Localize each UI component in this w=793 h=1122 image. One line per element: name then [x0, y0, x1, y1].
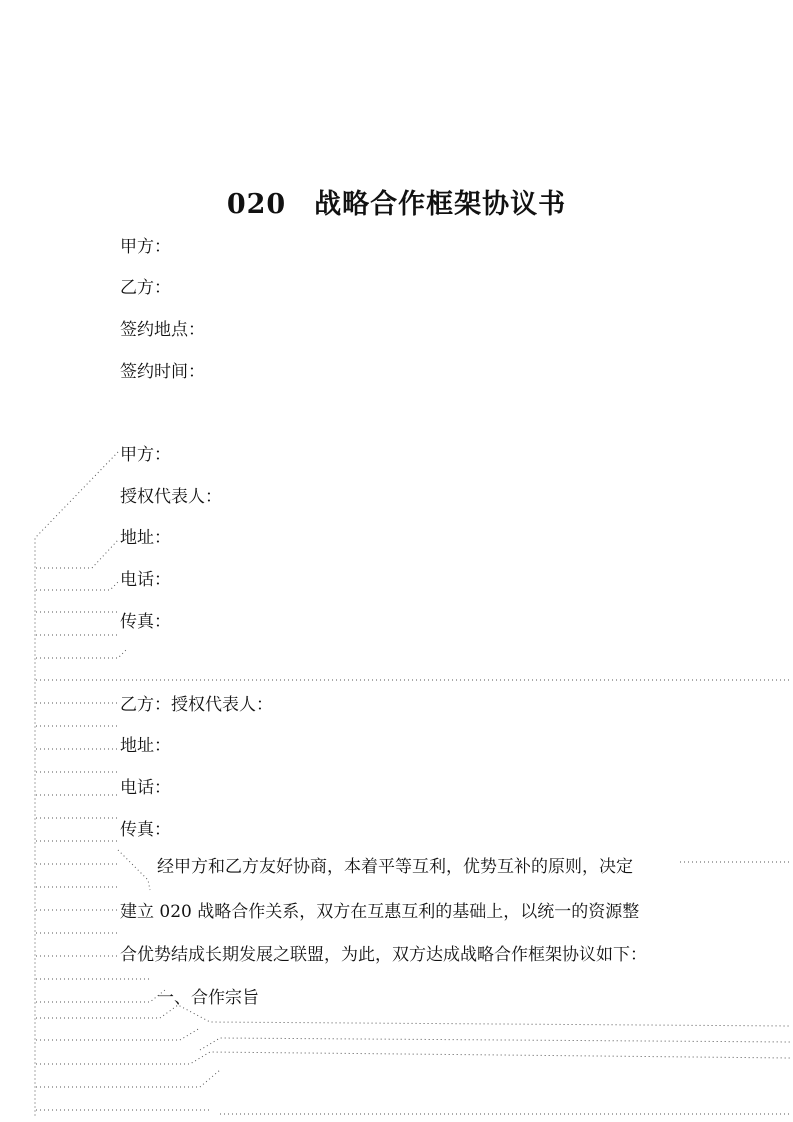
intro-paragraph-line-3: 合优势结成长期发展之联盟，为此，双方达成战略合作框架协议如下： — [120, 945, 647, 965]
party-b-address: 地址： — [120, 736, 171, 756]
intro-paragraph-line-2: 建立 020 战略合作关系，双方在互惠互利的基础上，以统一的资源整 — [120, 902, 640, 922]
party-b-phone: 电话： — [120, 778, 171, 798]
party-a-label: 甲方： — [120, 445, 171, 465]
party-b-fax: 传真： — [120, 820, 171, 840]
header-field-party-b: 乙方： — [120, 278, 171, 298]
party-a-representative: 授权代表人： — [120, 487, 222, 507]
header-field-party-a: 甲方： — [120, 237, 171, 257]
section-1-heading: 一、合作宗旨 — [157, 988, 259, 1008]
intro-paragraph-line-1: 经甲方和乙方友好协商，本着平等互利，优势互补的原则，决定 — [157, 857, 633, 877]
party-b-label-representative: 乙方：授权代表人： — [120, 695, 273, 715]
header-field-signing-place: 签约地点： — [120, 320, 205, 340]
party-a-fax: 传真： — [120, 612, 171, 632]
party-a-address: 地址： — [120, 528, 171, 548]
header-field-signing-time: 签约时间： — [120, 362, 205, 382]
party-a-phone: 电话： — [120, 570, 171, 590]
document-title: 020 战略合作框架协议书 — [226, 189, 567, 220]
